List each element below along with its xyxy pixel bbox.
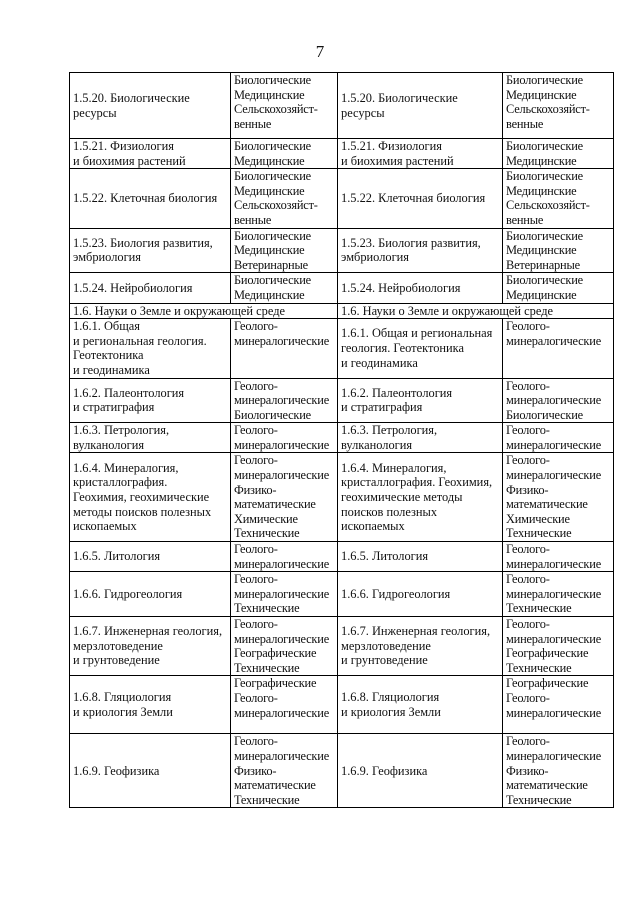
section-title-new: 1.6. Науки о Земле и окружающей среде [338, 303, 614, 319]
science-fields-old: Геолого- минералогические Биологические [231, 378, 338, 423]
science-fields-old: Географические Геолого- минералогические [231, 676, 338, 734]
specialty-name-old: 1.6.6. Гидрогеология [70, 572, 231, 617]
specialty-name-old: 1.5.21. Физиология и биохимия растений [70, 139, 231, 169]
science-fields-old: Биологические Медицинские Ветеринарные [231, 228, 338, 273]
specialty-name-old: 1.6.8. Гляциология и криология Земли [70, 676, 231, 734]
specialty-name-old: 1.6.3. Петрология, вулканология [70, 423, 231, 453]
science-fields-old: Биологические Медицинские Сельскохозяйст- венные [231, 73, 338, 139]
science-fields-new: Биологические Медицинские Сельскохозяйст- венные [503, 169, 614, 228]
table-row [70, 453, 614, 542]
page-number: 7 [315, 42, 325, 61]
table-row [70, 734, 614, 808]
science-fields-old: Геолого- минералогические [231, 423, 338, 453]
specialty-name-new: 1.6.9. Геофизика [338, 734, 503, 808]
science-fields-old: Геолого- минералогические Физико- математические Химические Технические [231, 453, 338, 542]
science-fields-old: Геолого- минералогические [231, 319, 338, 378]
table-row [70, 378, 614, 423]
table-row [70, 617, 614, 676]
specialty-name-new: 1.6.1. Общая и региональная геология. Геотектоника и геодинамика [338, 319, 503, 378]
specialty-name-new: 1.5.21. Физиология и биохимия растений [338, 139, 503, 169]
science-fields-new: Геолого- минералогические [503, 423, 614, 453]
specialty-name-new: 1.6.8. Гляциология и криология Земли [338, 676, 503, 734]
table-row [70, 273, 614, 303]
specialties-correspondence-table [69, 72, 614, 808]
table-row [70, 319, 614, 378]
specialty-name-old: 1.6.9. Геофизика [70, 734, 231, 808]
science-fields-new: Геолого- минералогические [503, 319, 614, 378]
table-row [70, 676, 614, 734]
science-fields-new: Биологические Медицинские Ветеринарные [503, 228, 614, 273]
specialty-name-old: 1.6.1. Общая и региональная геология. Геотектоника и геодинамика [70, 319, 231, 378]
science-fields-old: Биологические Медицинские [231, 273, 338, 303]
table-row [70, 542, 614, 572]
science-fields-old: Биологические Медицинские Сельскохозяйст- венные [231, 169, 338, 228]
specialty-name-old: 1.6.4. Минералогия, кристаллография. Геохимия, геохимические методы поисков полезных ископаемых [70, 453, 231, 542]
specialty-name-old: 1.5.23. Биология развития, эмбриология [70, 228, 231, 273]
specialty-name-old: 1.6.2. Палеонтология и стратиграфия [70, 378, 231, 423]
section-header-row [70, 303, 614, 319]
table-row [70, 228, 614, 273]
science-fields-new: Геолого- минералогические Технические [503, 572, 614, 617]
specialty-name-new: 1.5.20. Биологические ресурсы [338, 73, 503, 139]
science-fields-old: Геолого- минералогические [231, 542, 338, 572]
specialty-name-new: 1.6.5. Литология [338, 542, 503, 572]
science-fields-new: Геолого- минералогические Географические Технические [503, 617, 614, 676]
specialty-name-new: 1.6.4. Минералогия, кристаллография. Геохимия, геохимические методы поисков полезных ископаемых [338, 453, 503, 542]
science-fields-new: Геолого- минералогические Физико- математические Технические [503, 734, 614, 808]
specialty-name-new: 1.6.3. Петрология, вулканология [338, 423, 503, 453]
specialty-name-new: 1.6.6. Гидрогеология [338, 572, 503, 617]
science-fields-new: Биологические Медицинские Сельскохозяйст- венные [503, 73, 614, 139]
specialty-name-new: 1.5.22. Клеточная биология [338, 169, 503, 228]
specialty-name-new: 1.5.24. Нейробиология [338, 273, 503, 303]
science-fields-new: Биологические Медицинские [503, 273, 614, 303]
science-fields-old: Биологические Медицинские [231, 139, 338, 169]
science-fields-old: Геолого- минералогические Географические Технические [231, 617, 338, 676]
table-row [70, 169, 614, 228]
specialty-name-old: 1.6.5. Литология [70, 542, 231, 572]
table-body [70, 73, 614, 808]
specialty-name-old: 1.5.22. Клеточная биология [70, 169, 231, 228]
table-row [70, 73, 614, 139]
science-fields-old: Геолого- минералогические Технические [231, 572, 338, 617]
science-fields-new: Геолого- минералогические [503, 542, 614, 572]
table-row [70, 423, 614, 453]
specialty-name-old: 1.5.20. Биологические ресурсы [70, 73, 231, 139]
table-row [70, 139, 614, 169]
science-fields-new: Географические Геолого- минералогические [503, 676, 614, 734]
specialty-name-new: 1.6.7. Инженерная геология, мерзлотоведение и грунтоведение [338, 617, 503, 676]
specialty-name-old: 1.6.7. Инженерная геология, мерзлотоведение и грунтоведение [70, 617, 231, 676]
science-fields-new: Биологические Медицинские [503, 139, 614, 169]
section-title-old: 1.6. Науки о Земле и окружающей среде [70, 303, 338, 319]
science-fields-new: Геолого- минералогические Биологические [503, 378, 614, 423]
specialty-name-old: 1.5.24. Нейробиология [70, 273, 231, 303]
specialty-name-new: 1.6.2. Палеонтология и стратиграфия [338, 378, 503, 423]
science-fields-old: Геолого- минералогические Физико- математические Технические [231, 734, 338, 808]
specialty-name-new: 1.5.23. Биология развития, эмбриология [338, 228, 503, 273]
science-fields-new: Геолого- минералогические Физико- математические Химические Технические [503, 453, 614, 542]
table-row [70, 572, 614, 617]
